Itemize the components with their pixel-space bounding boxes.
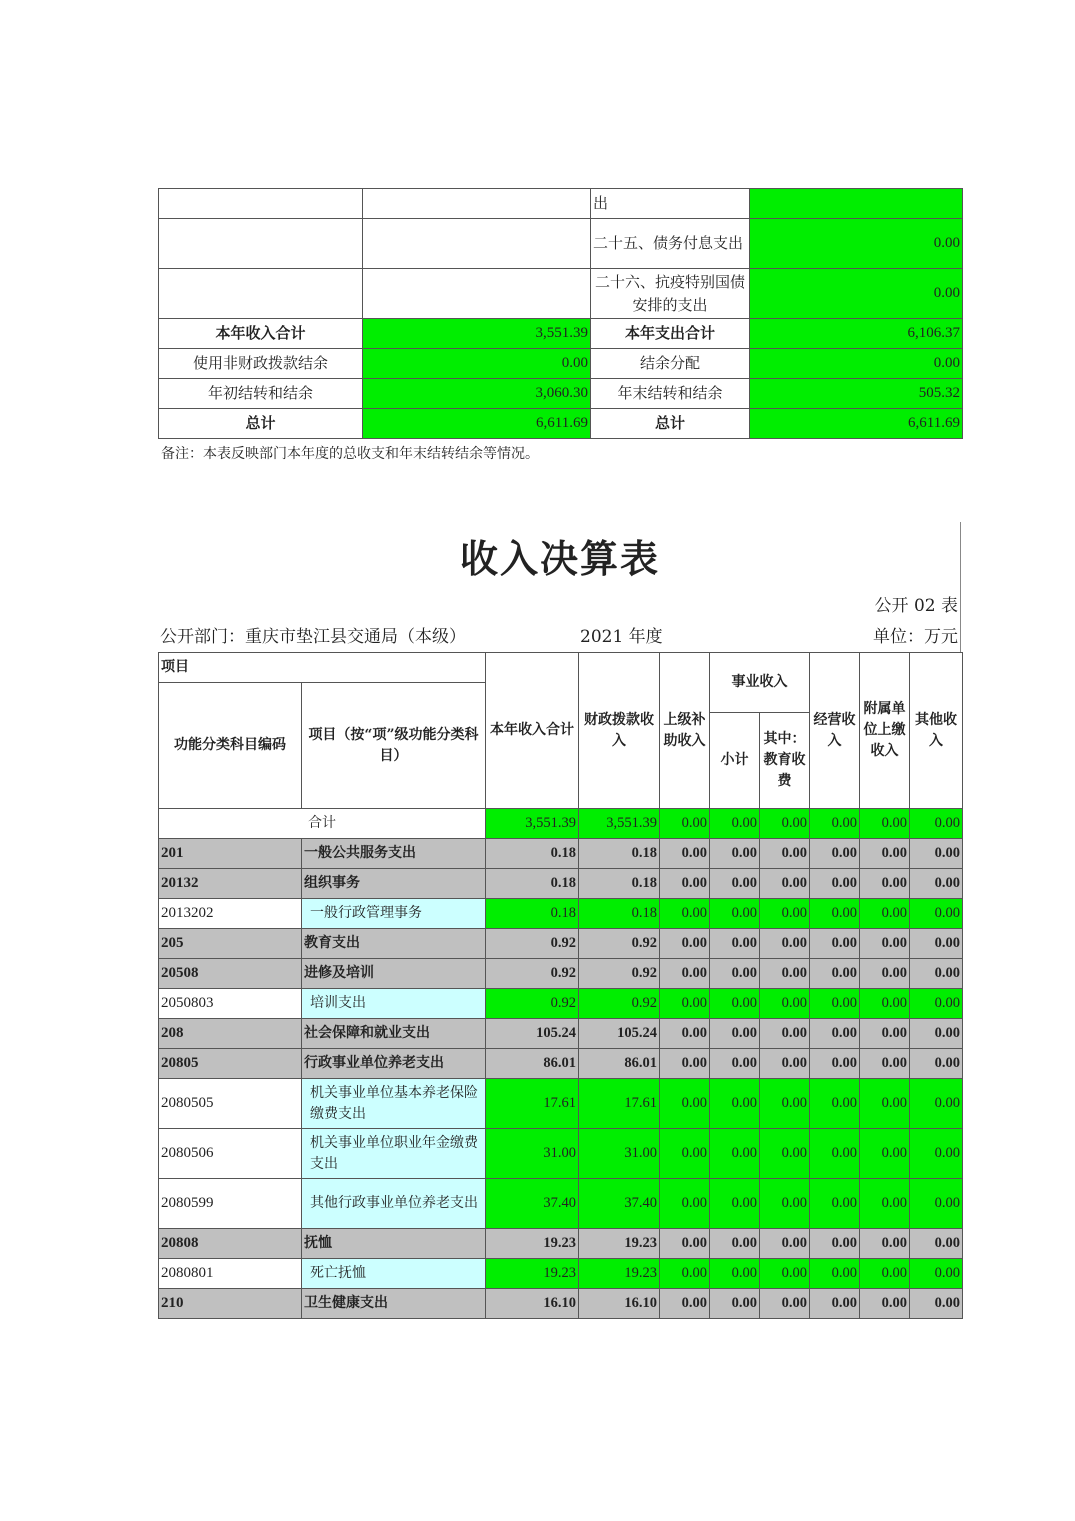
header-business: 事业收入 [710,653,810,713]
row-value: 0.00 [760,1129,810,1179]
row-code: 201 [159,839,302,869]
summary-cell: 0.00 [750,269,963,319]
summary-total-value: 6,611.69 [750,409,963,439]
summary-note: 备注：本表反映部门本年度的总收支和年末结转结余等情况。 [161,446,539,462]
summary-total-value: 3,551.39 [363,319,591,349]
row-code: 2013202 [159,899,302,929]
table-row [159,1019,963,1049]
row-value: 0.00 [660,869,710,899]
summary-cell [159,269,363,319]
row-value: 0.00 [710,839,760,869]
row-value: 0.00 [710,989,760,1019]
header-other: 其他收入 [910,653,963,809]
summary-total-label: 结余分配 [591,349,750,379]
summary-total-row [159,319,963,349]
header-row [159,653,963,683]
header-affiliated: 附属单位上缴收入 [860,653,910,809]
row-value: 0.00 [860,839,910,869]
row-value: 0.00 [860,1289,910,1319]
summary-total-value: 6,611.69 [363,409,591,439]
summary-row [159,219,963,269]
row-value: 0.00 [810,839,860,869]
summary-total-label: 总计 [591,409,750,439]
page-title: 收入决算表 [459,536,660,581]
summary-cell [363,219,591,269]
row-value: 0.00 [660,839,710,869]
row-value: 0.00 [860,1259,910,1289]
row-name: 社会保障和就业支出 [302,1019,486,1049]
row-value: 0.18 [579,839,660,869]
sum-value: 0.00 [760,809,810,839]
row-value: 0.00 [660,899,710,929]
row-value: 0.00 [810,989,860,1019]
row-value: 0.18 [486,869,579,899]
row-value: 0.00 [910,899,963,929]
row-value: 86.01 [579,1049,660,1079]
row-value: 0.00 [660,1129,710,1179]
row-value: 0.92 [486,959,579,989]
summary-cell [363,269,591,319]
row-value: 0.00 [760,929,810,959]
row-name: 行政事业单位养老支出 [302,1049,486,1079]
row-value: 19.23 [579,1259,660,1289]
header-total: 本年收入合计 [486,653,579,809]
row-value: 0.00 [910,1259,963,1289]
table-row [159,869,963,899]
table-row [159,959,963,989]
row-value: 0.00 [910,1129,963,1179]
row-code: 2050803 [159,989,302,1019]
row-value: 0.00 [910,1229,963,1259]
row-value: 0.00 [810,929,860,959]
header-superior: 上级补助收入 [660,653,710,809]
row-code: 20808 [159,1229,302,1259]
row-code: 20805 [159,1049,302,1079]
summary-cell: 二十五、债务付息支出 [591,219,750,269]
row-value: 105.24 [486,1019,579,1049]
row-value: 37.40 [579,1179,660,1229]
row-value: 0.00 [710,1079,760,1129]
row-value: 0.00 [810,1079,860,1129]
row-name: 教育支出 [302,929,486,959]
row-value: 0.00 [660,1079,710,1129]
summary-table-body [159,189,963,439]
table-row [159,989,963,1019]
row-value: 0.00 [910,1049,963,1079]
table-row [159,1289,963,1319]
row-value: 0.00 [660,959,710,989]
row-value: 0.00 [860,869,910,899]
fiscal-year: 2021 年度 [580,627,663,647]
summary-total-value: 0.00 [750,349,963,379]
row-value: 0.00 [710,869,760,899]
row-value: 16.10 [579,1289,660,1319]
row-value: 0.00 [910,1179,963,1229]
row-value: 0.00 [660,989,710,1019]
summary-total-row [159,409,963,439]
row-value: 0.00 [810,1179,860,1229]
row-value: 0.00 [660,1229,710,1259]
row-value: 0.00 [760,1049,810,1079]
header-name: 项目（按“项”级功能分类科目） [302,683,486,809]
header-code: 功能分类科目编码 [159,683,302,809]
row-value: 0.18 [579,899,660,929]
row-value: 0.00 [860,1129,910,1179]
row-value: 17.61 [486,1079,579,1129]
row-value: 0.00 [760,899,810,929]
header-edu: 其中：教育收费 [760,713,810,809]
income-rows [159,839,963,1319]
row-value: 0.00 [860,1049,910,1079]
row-value: 0.00 [710,1049,760,1079]
sum-value: 0.00 [660,809,710,839]
summary-total-label: 本年支出合计 [591,319,750,349]
header-fiscal: 财政拨款收入 [579,653,660,809]
row-value: 0.00 [660,1019,710,1049]
row-value: 0.00 [810,1049,860,1079]
row-value: 17.61 [579,1079,660,1129]
row-code: 210 [159,1289,302,1319]
row-value: 0.00 [860,1179,910,1229]
row-name: 培训支出 [302,989,486,1019]
row-value: 19.23 [486,1259,579,1289]
table-row [159,1049,963,1079]
summary-cell: 0.00 [750,219,963,269]
row-value: 0.00 [710,1259,760,1289]
row-value: 0.18 [579,869,660,899]
sum-value: 0.00 [710,809,760,839]
row-value: 0.92 [486,929,579,959]
row-value: 0.00 [810,1289,860,1319]
summary-total-row [159,349,963,379]
row-code: 2080801 [159,1259,302,1289]
row-value: 0.00 [860,989,910,1019]
table-row [159,929,963,959]
row-value: 0.18 [486,899,579,929]
department-label: 公开部门：重庆市垫江县交通局（本级） [160,627,466,647]
table-row [159,1129,963,1179]
summary-total-value: 0.00 [363,349,591,379]
row-value: 0.00 [660,1259,710,1289]
summary-total-row [159,379,963,409]
row-value: 0.00 [760,1229,810,1259]
income-table [158,652,963,1319]
row-code: 2080599 [159,1179,302,1229]
row-value: 0.00 [810,1229,860,1259]
row-value: 0.92 [486,989,579,1019]
row-value: 0.00 [760,1019,810,1049]
row-value: 0.00 [660,1179,710,1229]
summary-total-label: 总计 [159,409,363,439]
row-value: 0.00 [760,1079,810,1129]
row-value: 0.92 [579,959,660,989]
row-code: 208 [159,1019,302,1049]
row-code: 20508 [159,959,302,989]
row-value: 0.00 [810,869,860,899]
summary-total-value: 505.32 [750,379,963,409]
row-value: 0.00 [910,989,963,1019]
summary-total-label: 年末结转和结余 [591,379,750,409]
row-value: 0.00 [710,929,760,959]
row-value: 0.00 [760,989,810,1019]
row-value: 0.00 [910,929,963,959]
row-value: 0.00 [910,839,963,869]
row-value: 16.10 [486,1289,579,1319]
row-value: 0.00 [760,1289,810,1319]
income-table-body [159,653,963,839]
row-value: 31.00 [486,1129,579,1179]
row-name: 机关事业单位基本养老保险缴费支出 [302,1079,486,1129]
sum-label: 合计 [159,809,486,839]
row-name: 一般行政管理事务 [302,899,486,929]
table-row [159,1179,963,1229]
row-value: 19.23 [486,1229,579,1259]
summary-cell: 二十六、抗疫特别国债安排的支出 [591,269,750,319]
summary-cell [363,189,591,219]
summary-cell [750,189,963,219]
row-value: 0.00 [810,1019,860,1049]
row-value: 37.40 [486,1179,579,1229]
row-value: 0.00 [760,959,810,989]
unit-label: 单位：万元 [873,627,958,647]
row-value: 0.00 [710,1129,760,1179]
row-value: 0.92 [579,989,660,1019]
row-value: 0.00 [710,899,760,929]
summary-total-label: 年初结转和结余 [159,379,363,409]
row-code: 2080506 [159,1129,302,1179]
row-value: 31.00 [579,1129,660,1179]
row-name: 卫生健康支出 [302,1289,486,1319]
row-value: 86.01 [486,1049,579,1079]
sum-row [159,809,963,839]
header-operating: 经营收入 [810,653,860,809]
row-code: 205 [159,929,302,959]
row-value: 0.00 [760,1179,810,1229]
summary-cell [159,219,363,269]
row-name: 机关事业单位职业年金缴费支出 [302,1129,486,1179]
row-value: 0.00 [660,929,710,959]
row-value: 0.00 [760,869,810,899]
table-row [159,839,963,869]
row-name: 其他行政事业单位养老支出 [302,1179,486,1229]
row-value: 0.00 [810,1259,860,1289]
row-value: 105.24 [579,1019,660,1049]
table-row [159,1229,963,1259]
row-value: 0.92 [579,929,660,959]
table-row [159,1259,963,1289]
sum-value: 3,551.39 [486,809,579,839]
row-value: 0.00 [860,1229,910,1259]
summary-row [159,189,963,219]
row-code: 20132 [159,869,302,899]
row-value: 0.00 [810,899,860,929]
row-value: 0.00 [910,869,963,899]
row-value: 0.00 [910,959,963,989]
summary-total-value: 3,060.30 [363,379,591,409]
row-value: 0.00 [710,1229,760,1259]
row-value: 19.23 [579,1229,660,1259]
row-value: 0.00 [860,899,910,929]
row-value: 0.00 [860,1079,910,1129]
row-value: 0.00 [710,1019,760,1049]
table-row [159,899,963,929]
row-value: 0.00 [860,929,910,959]
summary-cell: 出 [591,189,750,219]
row-name: 组织事务 [302,869,486,899]
row-value: 0.00 [710,1179,760,1229]
row-value: 0.00 [710,1289,760,1319]
summary-total-label: 本年收入合计 [159,319,363,349]
header-project: 项目 [159,653,486,683]
header-subtotal: 小计 [710,713,760,809]
row-name: 抚恤 [302,1229,486,1259]
row-value: 0.00 [910,1079,963,1129]
row-value: 0.00 [910,1289,963,1319]
row-name: 一般公共服务支出 [302,839,486,869]
row-value: 0.00 [860,959,910,989]
form-number: 公开 02 表 [874,596,958,616]
row-value: 0.00 [710,959,760,989]
row-value: 0.00 [810,959,860,989]
row-value: 0.18 [486,839,579,869]
row-value: 0.00 [860,1019,910,1049]
summary-table [158,188,963,439]
row-value: 0.00 [760,1259,810,1289]
summary-row [159,269,963,319]
table-row [159,1079,963,1129]
row-value: 0.00 [810,1129,860,1179]
row-code: 2080505 [159,1079,302,1129]
row-name: 死亡抚恤 [302,1259,486,1289]
summary-total-value: 6,106.37 [750,319,963,349]
row-value: 0.00 [660,1049,710,1079]
sum-value: 0.00 [810,809,860,839]
row-value: 0.00 [910,1019,963,1049]
sum-value: 3,551.39 [579,809,660,839]
sum-value: 0.00 [860,809,910,839]
row-name: 进修及培训 [302,959,486,989]
row-value: 0.00 [760,839,810,869]
summary-cell [159,189,363,219]
sum-value: 0.00 [910,809,963,839]
summary-total-label: 使用非财政拨款结余 [159,349,363,379]
row-value: 0.00 [660,1289,710,1319]
